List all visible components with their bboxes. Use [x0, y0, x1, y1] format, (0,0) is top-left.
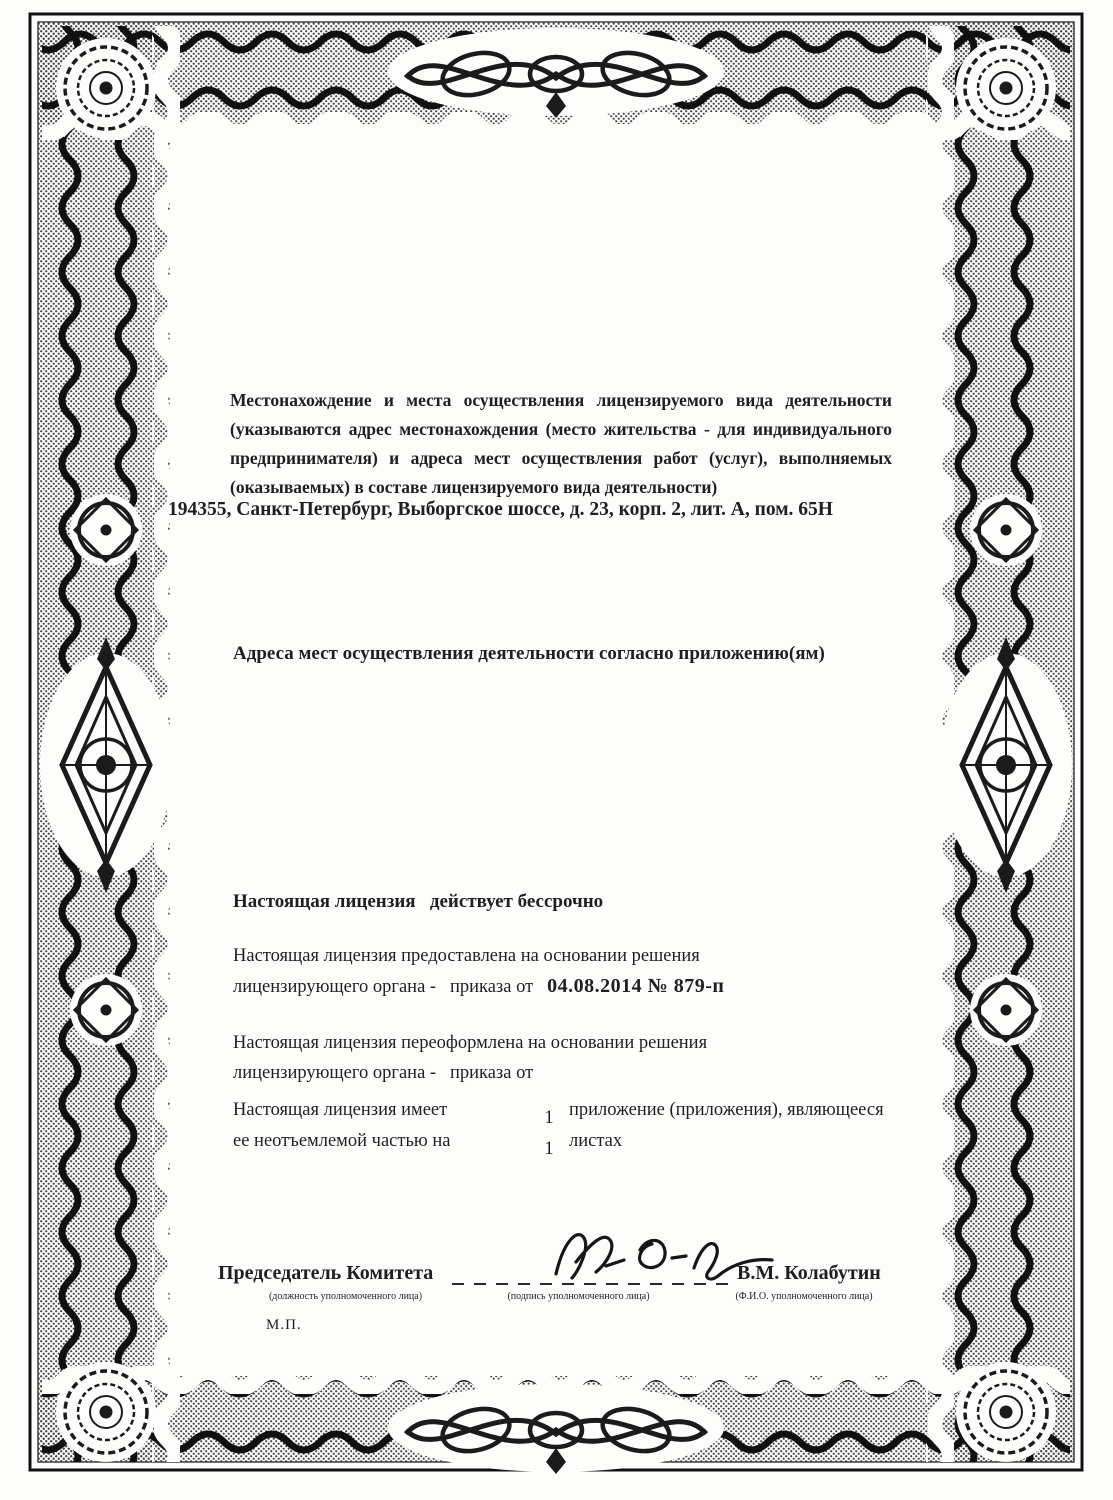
validity-statement: Настоящая лицензия действует бессрочно: [233, 891, 604, 912]
location-paragraph: Местонахождение и места осуществления лицензируемого вида деятельности (указываются адрес местонахождения (место жительства - для индивидуального предпринимателя) и адреса мест осуществления работ (услуг), выполняемых (оказываемых) в составе лицензируемого вида деятельности): [230, 390, 892, 497]
corner-rosette-ornament: [956, 1362, 1056, 1462]
granted-line2: [233, 971, 933, 1002]
license-address: 194355, Санкт-Петербург, Выборгское шоссе, д. 23, корп. 2, лит. А, пом. 65Н: [168, 499, 833, 520]
signer-position: Председатель Комитета: [218, 1262, 434, 1284]
attachments-line2-left: ее неотъемлемой частью на: [233, 1131, 451, 1151]
mini-knot-ornament: [970, 494, 1042, 566]
reissued-statement: [233, 1028, 933, 1088]
corner-rosette-ornament: [956, 38, 1056, 138]
attachments-sheets-value: 1: [544, 1139, 554, 1159]
position-caption: (должность уполномоченного лица): [268, 1291, 423, 1302]
corner-rosette-ornament: [56, 1362, 156, 1462]
reissued-line2-prefix: лицензирующего органа - приказа от: [233, 1063, 534, 1083]
corner-rosette-ornament: [56, 38, 156, 138]
attachments-count-value: 1: [544, 1108, 554, 1128]
granted-line2-prefix: лицензирующего органа - приказа от: [233, 977, 534, 997]
addresses-per-annex-note: Адреса мест осуществления деятельности согласно приложению(ям): [233, 643, 825, 664]
grant-order-value: 04.08.2014 № 879-п: [547, 975, 725, 997]
attachments-line1-left: Настоящая лицензия имеет: [233, 1100, 448, 1120]
mini-knot-ornament: [970, 974, 1042, 1046]
name-caption: (Ф.И.О. уполномоченного лица): [735, 1291, 873, 1302]
mini-knot-ornament: [70, 494, 142, 566]
attachments-line2-right: листах: [569, 1131, 623, 1151]
seal-place-mark: М.П.: [266, 1317, 302, 1333]
signer-name: В.М. Колабутин: [737, 1262, 881, 1284]
signature-caption: (подпись уполномоченного лица): [507, 1291, 650, 1302]
granted-line1: Настоящая лицензия предоставлена на основании решения: [233, 946, 700, 966]
granted-statement: [233, 941, 933, 1002]
mini-knot-ornament: [70, 974, 142, 1046]
attachments-line1-right: приложение (приложения), являющееся: [569, 1100, 884, 1120]
reissued-line1: Настоящая лицензия переоформлена на основании решения: [233, 1033, 708, 1053]
attachments-statement: [233, 1100, 933, 1159]
